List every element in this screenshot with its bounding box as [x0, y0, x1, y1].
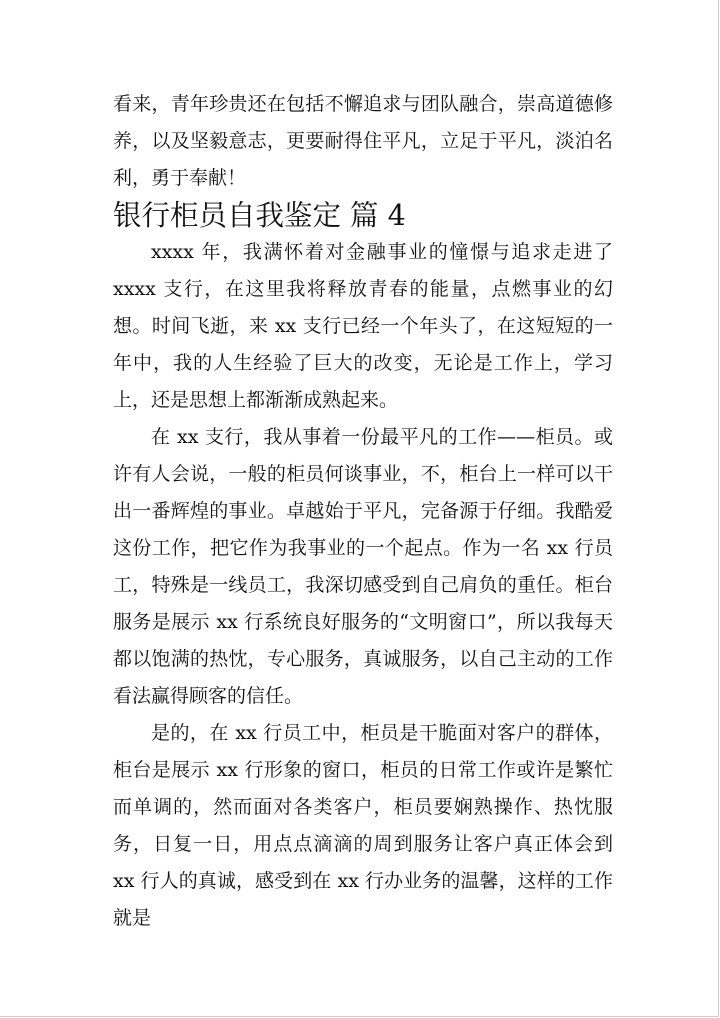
paragraph-teller-role: 是的，在 xx 行员工中，柜员是干脆面对客户的群体，柜台是展示 xx 行形象的窗口，柜员的日常工作或许是繁忙而单调的，然而面对各类客户，柜员要娴熟操作、热忱服务，日复一日，用点点滴滴的周到服务让客户真正体会到 xx 行人的真诚，感受到在 xx 行办业务的温馨，这样的工作就是: [113, 722, 613, 929]
paragraph-continuation: 看来，青年珍贵还在包括不懈追求与团队融合，崇高道德修养，以及坚毅意志，更要耐得住平凡，立足于平凡，淡泊名利，勇于奉献！: [113, 93, 613, 189]
document-body: [113, 86, 613, 937]
paragraph-intro: xxxx 年，我满怀着对金融事业的憧憬与追求走进了 xxxx 支行，在这里我将释放青春的能量，点燃事业的幻想。时间飞逝，来 xx 支行已经一个年头了，在这短短的一年中，我的人生经验了巨大的改变，无论是工作上，学习上，还是思想上都渐渐成熟起来。: [113, 241, 613, 411]
section-heading: 银行柜员自我鉴定 篇 4: [113, 199, 406, 232]
paragraph-teller-work: 在 xx 支行，我从事着一份最平凡的工作——柜员。或许有人会说，一般的柜员何谈事业，不，柜台上一样可以干出一番辉煌的事业。卓越始于平凡，完备源于仔细。我酷爱这份工作，把它作为我事业的一个起点。作为一名 xx 行员工，特殊是一线员工，我深切感受到自己肩负的重任。柜台服务是展示 xx 行系统良好服务的“文明窗口”，所以我每天都以饱满的热忱，专心服务，真诚服务，以自己主动的工作看法赢得顾客的信任。: [113, 426, 613, 707]
